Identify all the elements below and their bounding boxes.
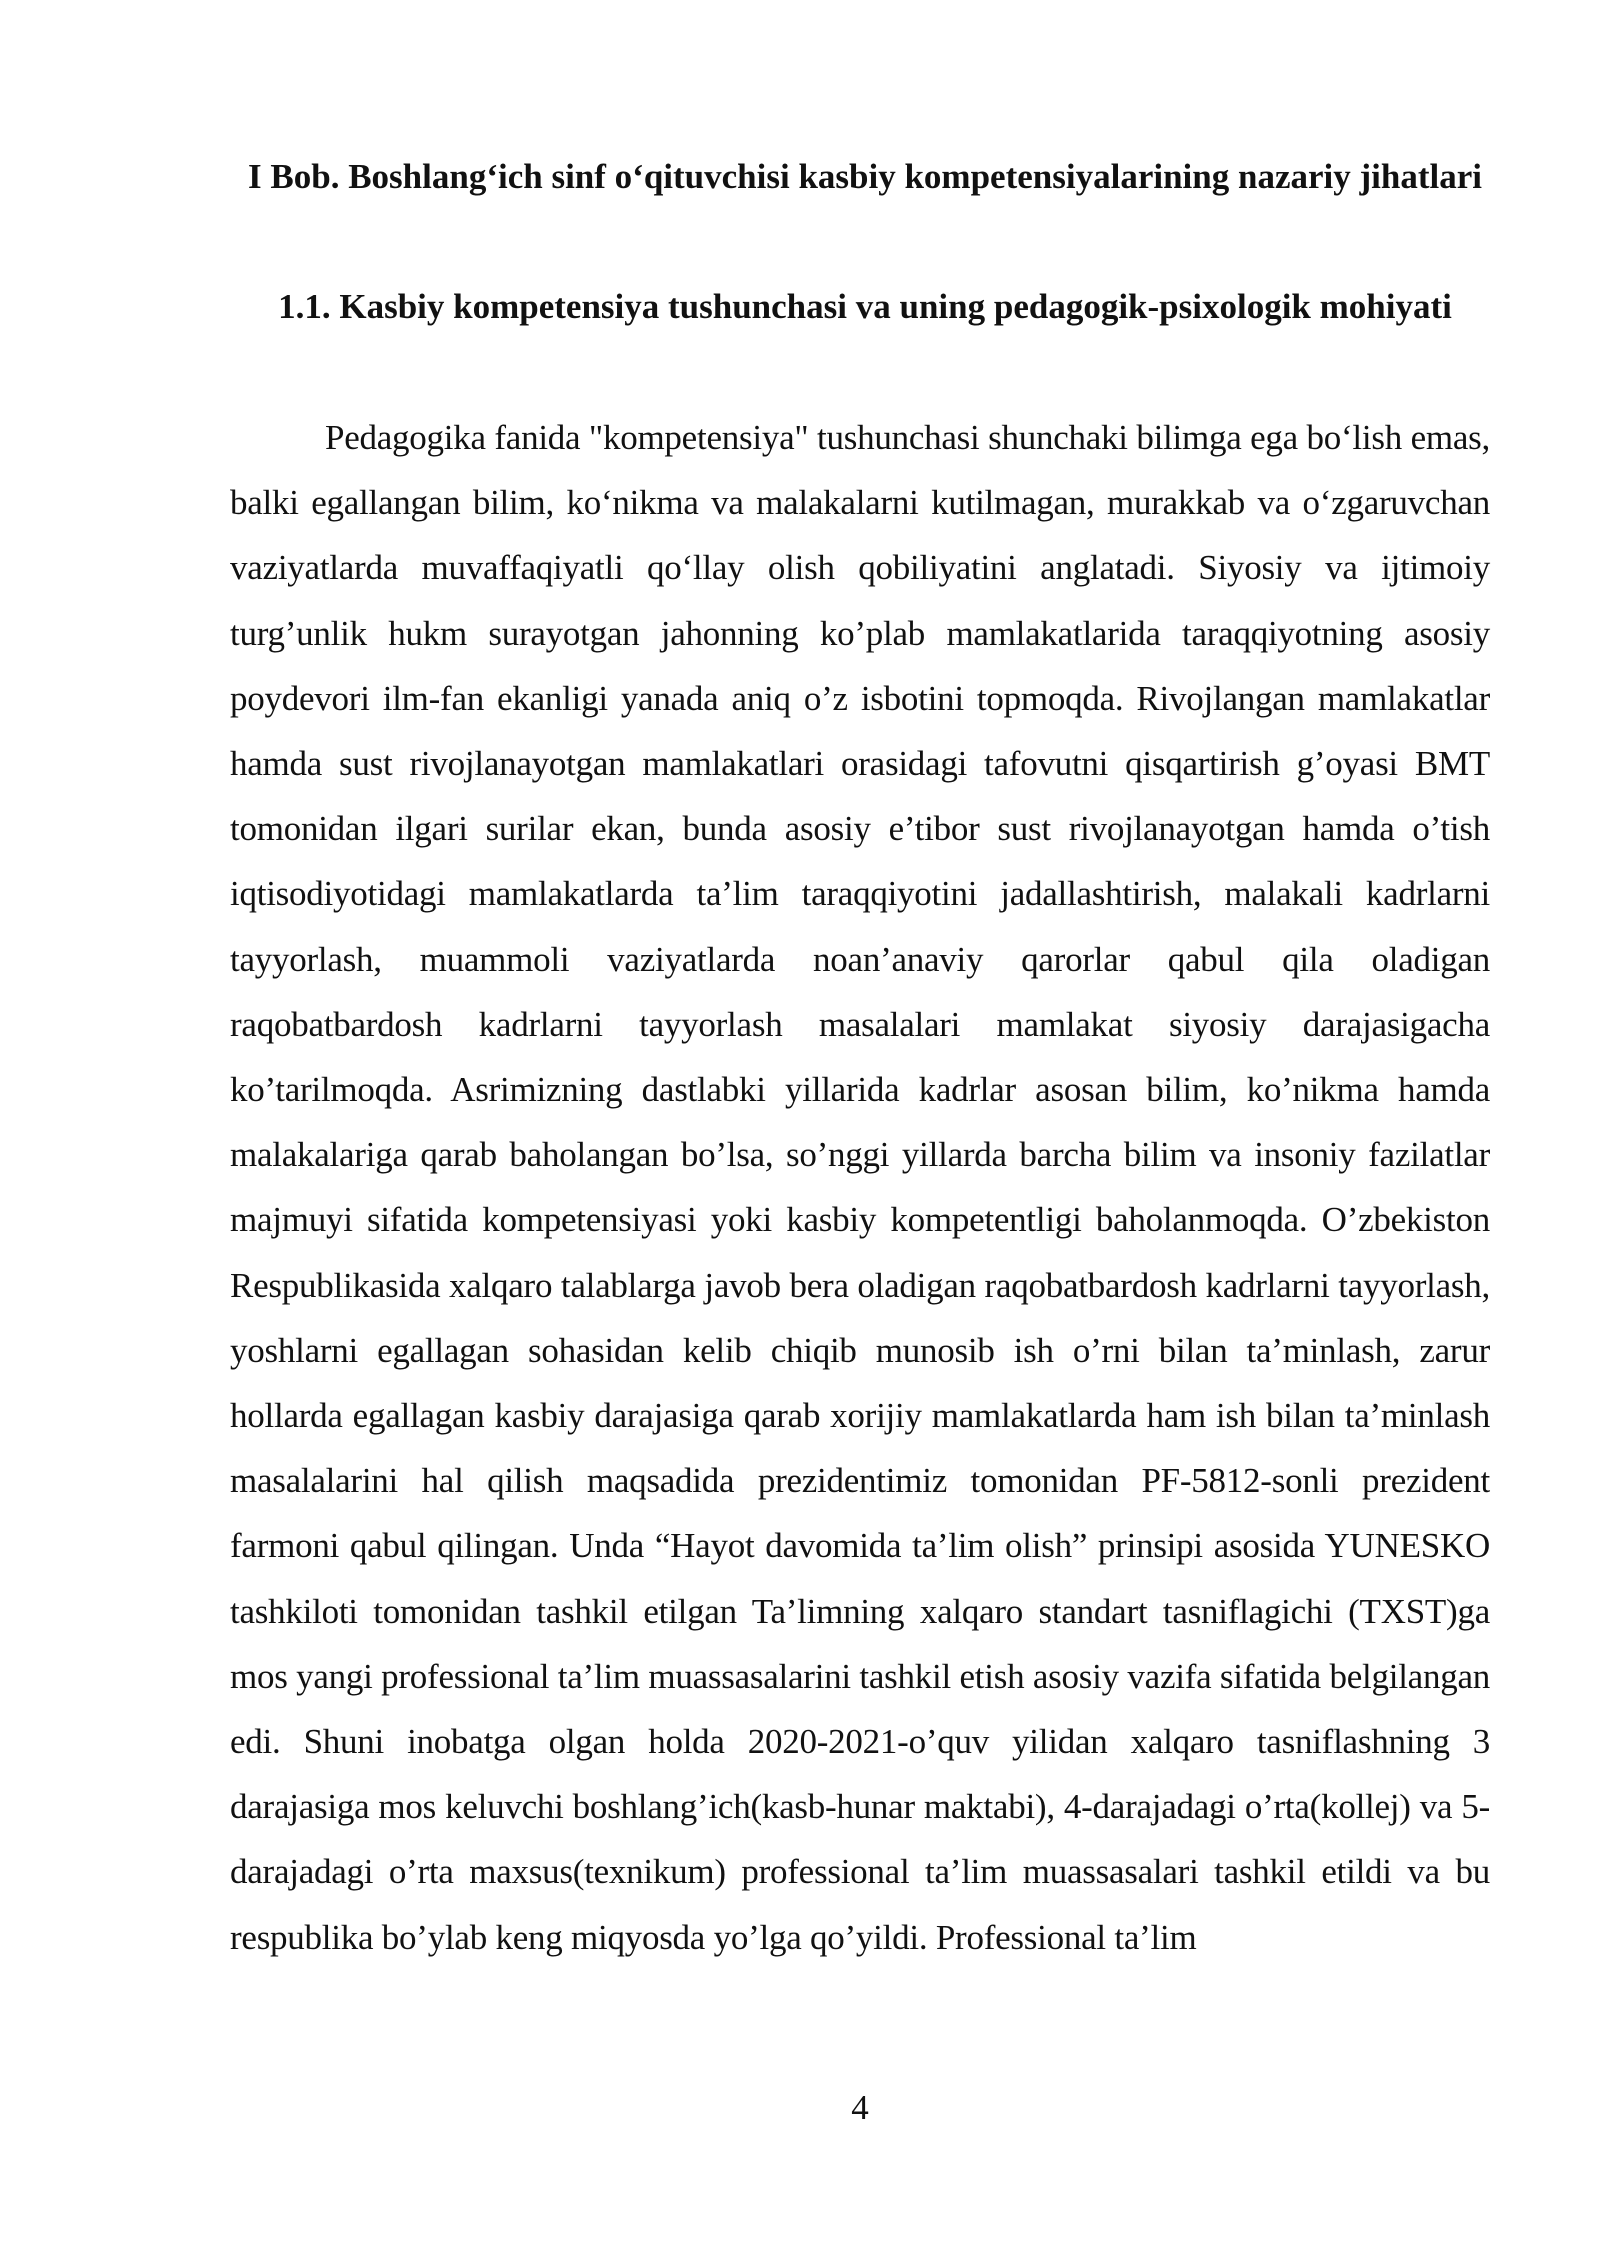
page-number: 4 — [851, 2088, 869, 2127]
section-title: 1.1. Kasbiy kompetensiya tushunchasi va uning pedagogik-psixologik mohiyati — [278, 287, 1452, 326]
body-paragraph: Pedagogika fanida "kompetensiya" tushunchasi shunchaki bilimga ega bo‘lish emas, balki egallangan bilim, ko‘nikma va malakalarni kutilmagan, murakkab va o‘zgaruvchan vaziyatlarda muvaffaqiyatli qo‘llay olish qobiliyatini anglatadi. Siyosiy va ijtimoiy turg’unlik hukm surayotgan jahonning ko’plab mamlakatlarida taraqqiyotning asosiy poydevori ilm-fan ekanligi yanada aniq o’z isbotini topmoqda. Rivojlangan mamlakatlar hamda sust rivojlanayotgan mamlakatlari orasidagi tafovutni qisqartirish g’oyasi BMT tomonidan ilgari surilar ekan, bunda asosiy e’tibor sust rivojlanayotgan hamda o’tish iqtisodiyotidagi mamlakatlarda ta’lim taraqqiyotini jadallashtirish, malakali kadrlarni tayyorlash, muammoli vaziyatlarda noan’anaviy qarorlar qabul qila oladigan raqobatbardosh kadrlarni tayyorlash masalalari mamlakat siyosiy darajasigacha ko’tarilmoqda. Asrimizning dastlabki yillarida kadrlar asosan bilim, ko’nikma hamda malakalariga qarab baholangan bo’lsa, so’nggi yillarda barcha bilim va insoniy fazilatlar majmuyi sifatida kompetensiyasi yoki kasbiy kompetentligi baholanmoqda. O’zbekiston Respublikasida xalqaro talablarga javob bera oladigan raqobatbardosh kadrlarni tayyorlash, yoshlarni egallagan sohasidan kelib chiqib munosib ish o’rni bilan ta’minlash, zarur hollarda egallagan kasbiy darajasiga qarab xorijiy mamlakatlarda ham ish bilan ta’minlash masalalarini hal qilish maqsadida prezidentimiz tomonidan PF-5812-sonli prezident farmoni qabul qilingan. Unda “Hayot davomida ta’lim olish” prinsipi asosida YUNESKO tashkiloti tomonidan tashkil etilgan Ta’limning xalqaro standart tasniflagichi (TXST)ga mos yangi professional ta’lim muassasalarini tashkil etish asosiy vazifa sifatida belgilangan edi. Shuni inobatga olgan holda 2020-2021-o’quv yilidan xalqaro tasniflashning 3 darajasiga mos keluvchi boshlang’ich(kasb-hunar maktabi), 4-darajadagi o’rta(kollej) va 5-darajadagi o’rta maxsus(texnikum) professional ta’lim muassasalari tashkil etildi va bu respublika bo’ylab keng miqyosda yo’lga qo’yildi. Professional ta’lim — [230, 418, 1490, 1957]
chapter-title: I Bob. Boshlang‘ich sinf o‘qituvchisi kasbiy kompetensiyalarining nazariy jihatlari — [248, 157, 1482, 196]
